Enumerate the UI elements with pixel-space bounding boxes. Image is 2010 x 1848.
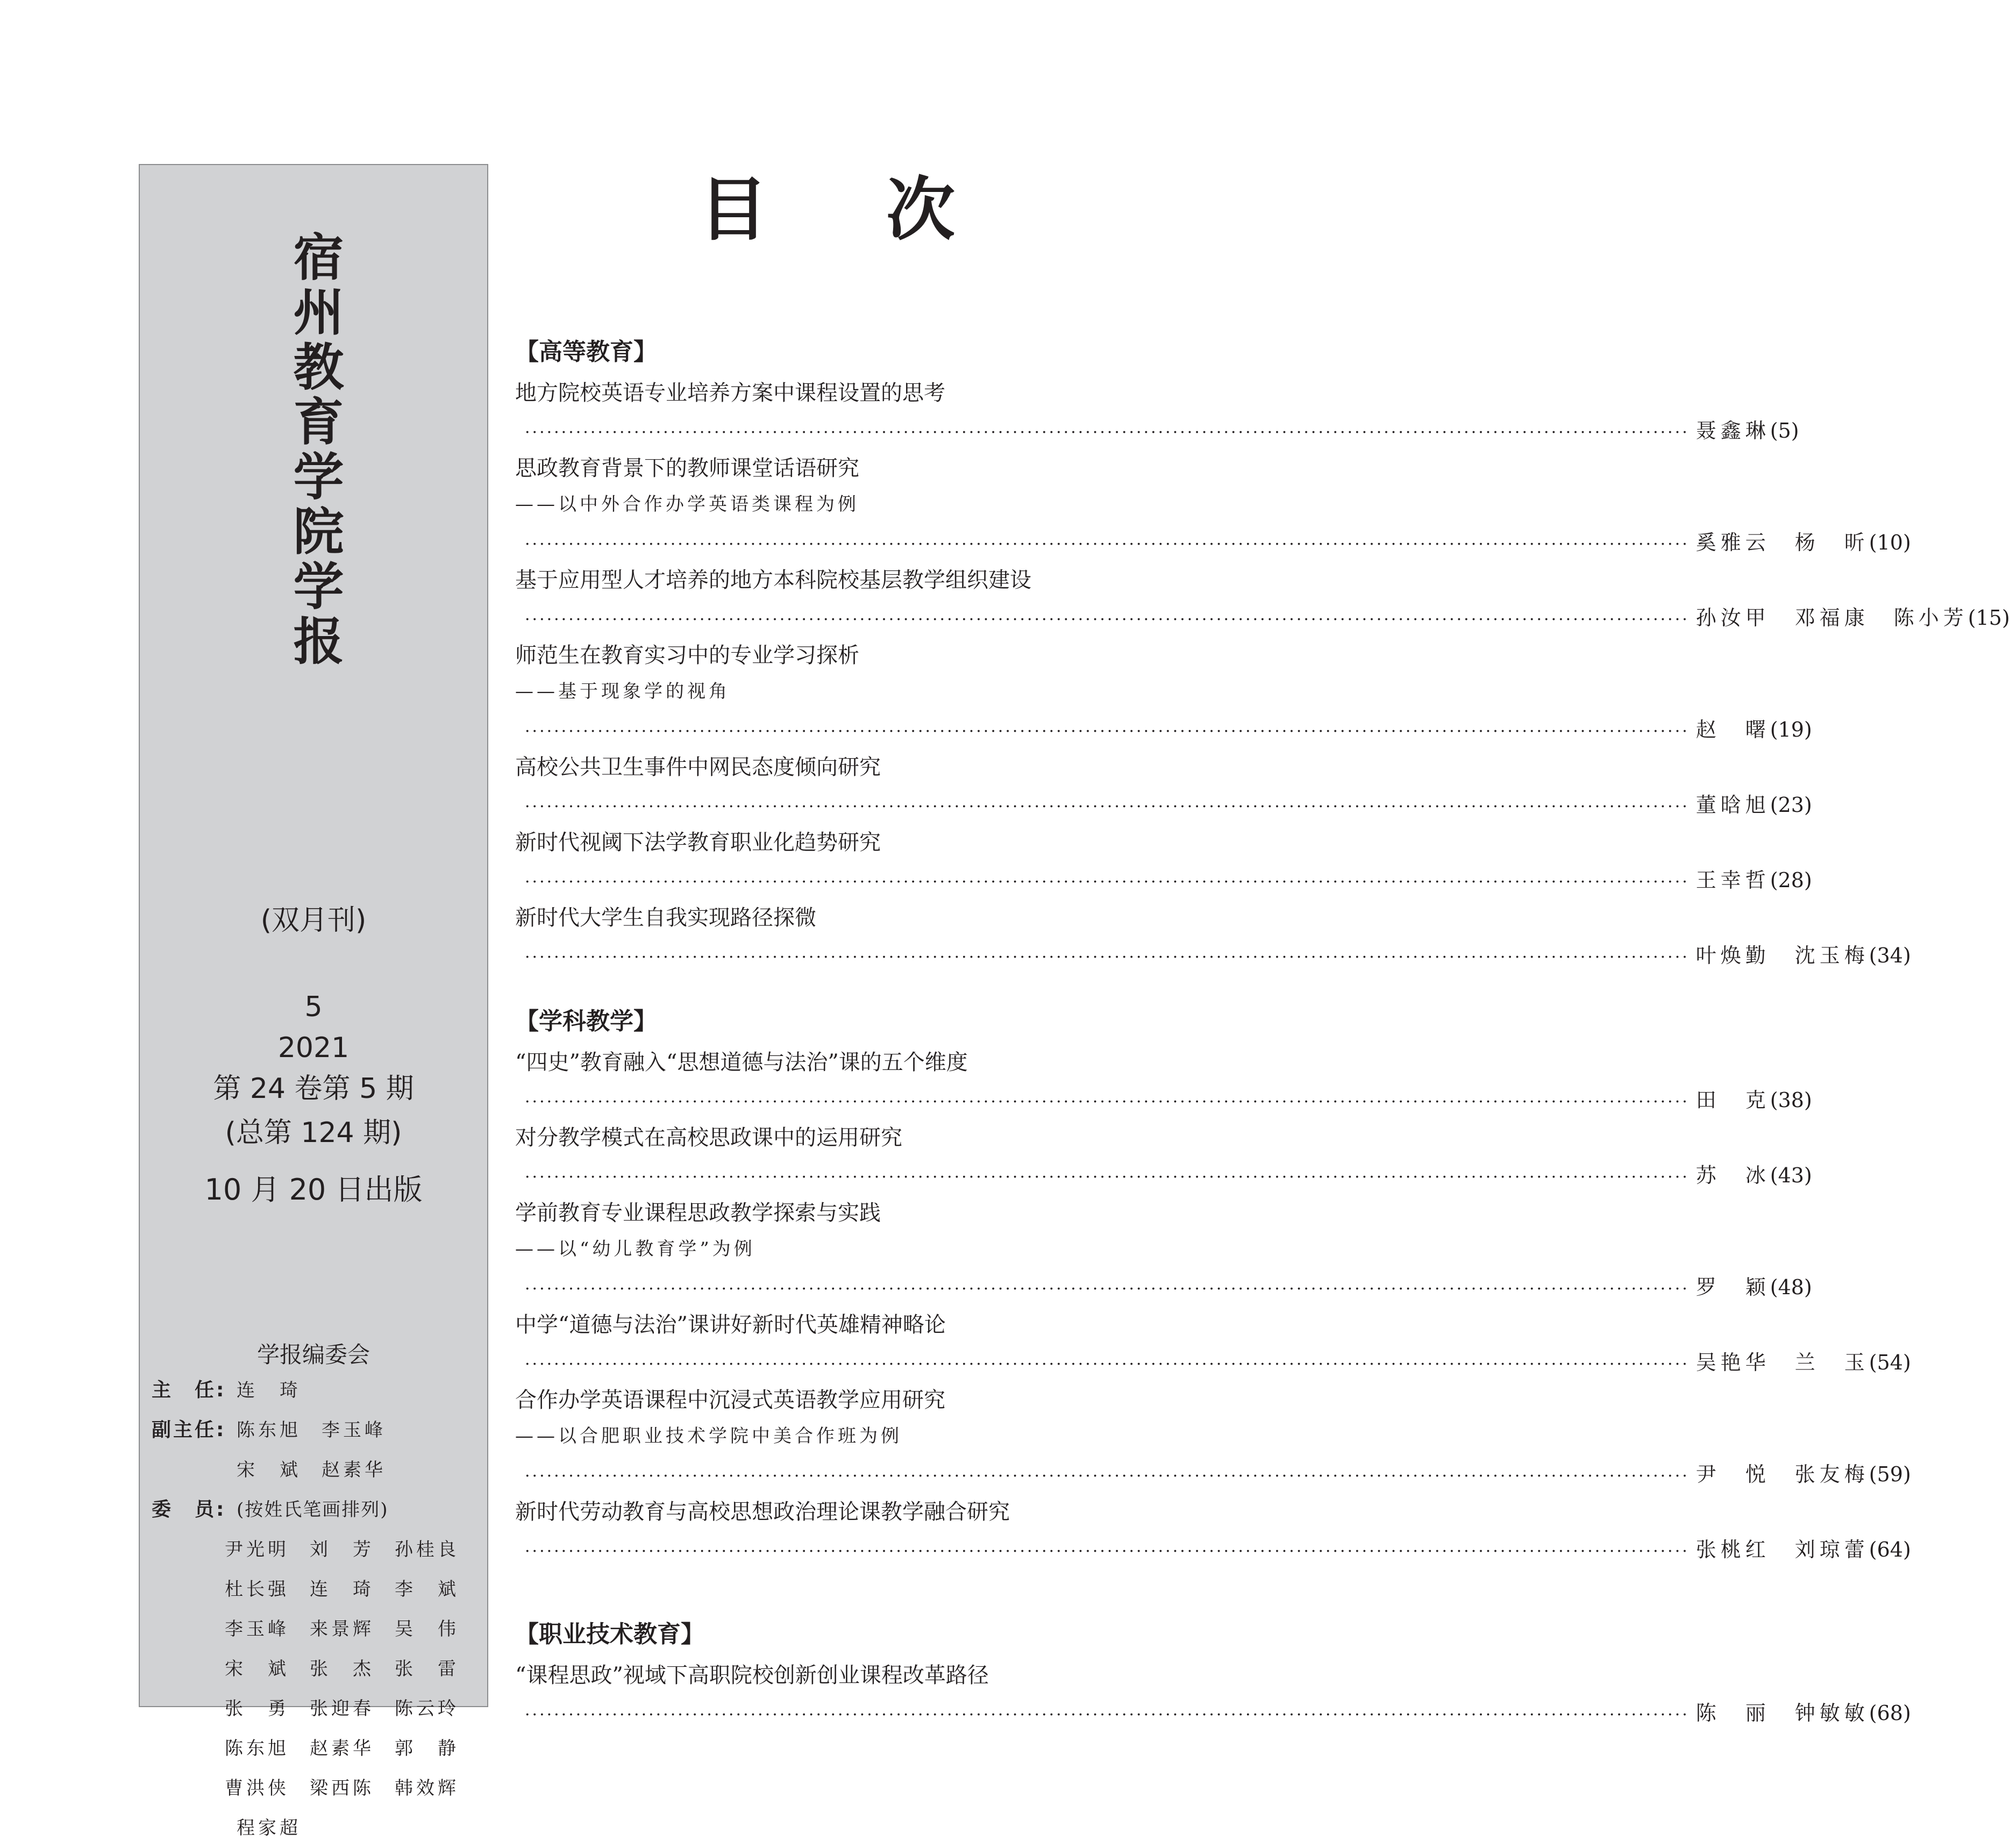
section-heading: 【学科教学】: [515, 1008, 657, 1035]
article-page: (5): [1770, 419, 1799, 443]
article-authors: 王幸哲: [1695, 868, 1770, 892]
issue-number: 5: [304, 991, 323, 1023]
board-row-members: [152, 1609, 480, 1649]
article-authors: 尹 悦 张友梅: [1695, 1462, 1869, 1486]
section-heading: 【职业技术教育】: [515, 1621, 704, 1648]
article-title[interactable]: 新时代大学生自我实现路径探微: [515, 905, 816, 930]
article-page: (38): [1770, 1088, 1812, 1112]
article-title[interactable]: 新时代视阈下法学教育职业化趋势研究: [515, 830, 881, 855]
year: 2021: [277, 1032, 350, 1064]
dot-leader: ································································································································································: [525, 423, 1690, 442]
article-page: (15): [1968, 606, 2010, 630]
board-member: 陈东旭: [237, 1419, 301, 1441]
board-member: 吴 伟: [395, 1618, 459, 1640]
editorial-board: [152, 1371, 480, 1848]
dot-leader: ································································································································································: [525, 1280, 1690, 1298]
article-authors: 奚雅云 杨 昕: [1695, 531, 1869, 554]
journal-info-panel: [139, 164, 488, 1839]
board-member: 赵素华: [310, 1738, 374, 1759]
article-byline: [525, 1698, 1911, 1730]
article-subtitle: ——以合肥职业技术学院中美合作班为例: [515, 1425, 902, 1447]
editorial-board-title: 学报编委会: [256, 1342, 370, 1368]
dot-leader: ································································································································································: [525, 948, 1690, 967]
dot-leader: ································································································································································: [525, 535, 1690, 554]
board-member: 杜长强: [225, 1579, 289, 1600]
article-authors: 董晗旭: [1695, 793, 1770, 817]
article-title[interactable]: 新时代劳动教育与高校思想政治理论课教学融合研究: [515, 1500, 1010, 1524]
article-authors: 田 克: [1695, 1088, 1770, 1112]
board-row-members: [152, 1768, 480, 1808]
board-row-members: [152, 1808, 480, 1848]
board-member: 李玉峰: [322, 1419, 386, 1441]
article-title[interactable]: 思政教育背景下的教师课堂话语研究: [515, 456, 859, 481]
article-title[interactable]: 中学“道德与法治”课讲好新时代英雄精神略论: [515, 1312, 946, 1337]
article-byline: [525, 1085, 1812, 1117]
board-role: 副主任:: [152, 1419, 226, 1441]
total-issue: (总第 124 期): [225, 1117, 402, 1149]
article-title[interactable]: 师范生在教育实习中的专业学习探析: [515, 643, 859, 668]
article-authors: 吴艳华 兰 玉: [1695, 1351, 1869, 1374]
dot-leader: ································································································································································: [525, 797, 1690, 816]
board-member: 孙桂良: [395, 1539, 459, 1560]
board-member: 张 勇: [225, 1698, 289, 1719]
board-member: 李 斌: [395, 1579, 459, 1600]
article-byline: [525, 1160, 1812, 1193]
article-title[interactable]: 合作办学英语课程中沉浸式英语教学应用研究: [515, 1388, 945, 1412]
article-page: (23): [1770, 793, 1812, 817]
dot-leader: ································································································································································: [525, 1168, 1690, 1187]
article-byline: [525, 790, 1812, 822]
dot-leader: ································································································································································: [525, 873, 1690, 891]
dot-leader: ································································································································································: [525, 1467, 1690, 1486]
article-page: (68): [1869, 1701, 1911, 1725]
board-member: 张 杰: [310, 1658, 374, 1680]
article-page: (28): [1770, 868, 1812, 892]
board-row-members: [152, 1649, 480, 1689]
board-row-members: [152, 1729, 480, 1768]
board-member: 李玉峰: [225, 1618, 289, 1640]
board-member: 张 雷: [395, 1658, 459, 1680]
article-subtitle: ——以“幼儿教育学”为例: [515, 1238, 755, 1260]
article-authors: 聂鑫琳: [1695, 419, 1770, 443]
article-byline: [525, 527, 1911, 560]
dot-leader: ································································································································································: [525, 1542, 1690, 1561]
article-page: (34): [1869, 944, 1911, 967]
article-page: (10): [1869, 531, 1911, 554]
frequency: (双月刊): [260, 904, 367, 937]
section-heading: 【高等教育】: [515, 338, 657, 366]
article-page: (43): [1770, 1164, 1812, 1187]
volume-issue: 第 24 卷第 5 期: [213, 1073, 414, 1105]
board-member: 韩效辉: [395, 1778, 459, 1799]
article-title[interactable]: 基于应用型人才培养的地方本科院校基层教学组织建设: [515, 568, 1031, 593]
publish-date: 10 月 20 日出版: [204, 1173, 423, 1207]
article-byline: [525, 940, 1911, 973]
article-title[interactable]: “课程思政”视域下高职院校创新创业课程改革路径: [515, 1663, 989, 1688]
article-page: (64): [1869, 1538, 1911, 1561]
article-byline: [525, 603, 2010, 635]
dot-leader: ································································································································································: [525, 610, 1690, 629]
article-subtitle: ——基于现象学的视角: [515, 681, 730, 702]
article-authors: 陈 丽 钟敏敏: [1695, 1701, 1869, 1725]
board-row-members: [152, 1530, 480, 1569]
article-authors: 罗 颖: [1695, 1275, 1770, 1299]
article-title[interactable]: 地方院校英语专业培养方案中课程设置的思考: [515, 381, 945, 405]
board-member: 刘 芳: [310, 1539, 374, 1560]
article-byline: [525, 1272, 1812, 1304]
dot-leader: ································································································································································: [525, 1093, 1690, 1111]
board-row-chief: [152, 1371, 480, 1410]
board-row-deputy: [152, 1410, 480, 1450]
article-byline: [525, 1347, 1911, 1380]
article-title[interactable]: “四史”教育融入“思想道德与法治”课的五个维度: [515, 1050, 968, 1075]
board-member: 宋 斌: [225, 1658, 289, 1680]
article-title[interactable]: 学前教育专业课程思政教学探索与实践: [515, 1201, 881, 1225]
article-authors: 赵 曙: [1695, 718, 1770, 741]
board-member: 连 琦: [237, 1380, 301, 1401]
board-member: 宋 斌: [237, 1459, 301, 1481]
article-page: (54): [1869, 1351, 1911, 1374]
board-member: 张迎春: [310, 1698, 374, 1719]
article-byline: [525, 1535, 1911, 1567]
article-page: (59): [1869, 1462, 1911, 1486]
board-member: 来景辉: [310, 1618, 374, 1640]
board-member: 曹洪侠: [225, 1778, 289, 1799]
board-member: 陈东旭: [225, 1738, 289, 1759]
article-authors: 张桃红 刘琼蕾: [1695, 1538, 1869, 1561]
article-byline: [525, 416, 1799, 448]
article-page: (19): [1770, 718, 1812, 741]
board-members-note: (按姓氏笔画排列): [237, 1499, 389, 1521]
article-title[interactable]: 高校公共卫生事件中网民态度倾向研究: [515, 755, 881, 780]
article-page: (48): [1770, 1275, 1812, 1299]
board-row-members: [152, 1569, 480, 1609]
dot-leader: ································································································································································: [525, 1355, 1690, 1374]
article-subtitle: ——以中外合作办学英语类课程为例: [515, 494, 859, 515]
board-role: 主 任:: [152, 1379, 226, 1401]
article-byline: [525, 1459, 1911, 1492]
article-authors: 苏 冰: [1695, 1164, 1770, 1187]
board-member: 郭 静: [395, 1738, 459, 1759]
board-row-members: [152, 1689, 480, 1729]
board-member: 赵素华: [322, 1459, 386, 1481]
dot-leader: ································································································································································: [525, 722, 1690, 741]
dot-leader: ································································································································································: [525, 1706, 1690, 1724]
board-row-members-label: [152, 1490, 480, 1530]
board-row-deputy: [152, 1450, 480, 1490]
board-member: 梁西陈: [310, 1778, 374, 1799]
contents-heading: 目次: [699, 169, 1073, 250]
journal-title: 宿州教育学院学报: [284, 231, 343, 669]
board-member: 程家超: [237, 1817, 301, 1839]
journal-title-container: [140, 231, 487, 672]
article-title[interactable]: 对分教学模式在高校思政课中的运用研究: [515, 1125, 902, 1150]
article-authors: 孙汝甲 邓福康 陈小芳: [1695, 606, 1968, 630]
article-byline: [525, 865, 1812, 897]
article-authors: 叶焕勤 沈玉梅: [1695, 944, 1869, 967]
board-member: 陈云玲: [395, 1698, 459, 1719]
board-member: 尹光明: [225, 1539, 289, 1560]
board-role: 委 员:: [152, 1499, 226, 1521]
board-member: 连 琦: [310, 1579, 374, 1600]
article-byline: [525, 715, 1812, 747]
